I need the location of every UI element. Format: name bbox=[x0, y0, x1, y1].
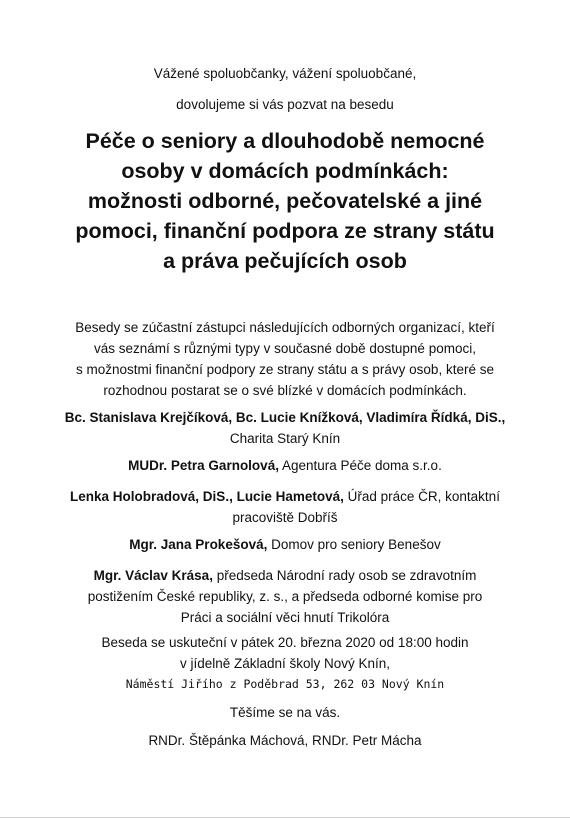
title-line: pomoci, finanční podpora ze strany státu bbox=[75, 219, 495, 243]
speaker-affiliation: Domov pro seniory Benešov bbox=[271, 537, 441, 552]
signature: RNDr. Štěpánka Máchová, RNDr. Petr Mácha bbox=[148, 733, 422, 748]
title-line: a práva pečujících osob bbox=[163, 249, 407, 273]
event-address: Náměstí Jiřího z Poděbrad 53, 262 03 Nový Knín bbox=[125, 677, 445, 691]
speaker-affiliation: postižením České republiky, z. s., a předseda odborné komise pro bbox=[87, 589, 483, 604]
event-details bbox=[20, 632, 550, 674]
speaker-names: Mgr. Václav Krása, bbox=[93, 568, 213, 583]
closing-line: Těšíme se na vás. bbox=[229, 705, 341, 720]
greeting: Vážené spoluobčanky, vážení spoluobčané, bbox=[153, 66, 417, 81]
intro-line: rozhodnou postarat se o své blízké v domácích podmínkách. bbox=[103, 383, 467, 398]
speaker-entry bbox=[40, 565, 530, 628]
speaker-affiliation: pracoviště Dobříš bbox=[232, 510, 338, 525]
speaker-names: Mgr. Jana Prokešová, bbox=[129, 537, 268, 552]
speaker-affiliation: Charita Starý Knín bbox=[229, 431, 341, 446]
speaker-affiliation: Agentura Péče doma s.r.o. bbox=[281, 458, 442, 473]
intro-line: vás seznámí s různými typy v současné době dostupné pomoci, bbox=[94, 341, 476, 356]
event-venue: v jídelně Základní školy Nový Knín, bbox=[179, 656, 391, 671]
event-title bbox=[20, 126, 550, 276]
speaker-affiliation: Úřad práce ČR, kontaktní bbox=[347, 489, 500, 504]
intro-line: s možnostmi finanční podpory ze strany státu a s právy osob, které se bbox=[76, 362, 494, 377]
speaker-names: Bc. Stanislava Krejčíková, Bc. Lucie Knížková, Vladimíra Řídká, DiS., bbox=[64, 410, 506, 425]
speaker-names: MUDr. Petra Garnolová, bbox=[128, 458, 279, 473]
intro-paragraph bbox=[48, 317, 522, 401]
speaker-entry bbox=[40, 486, 530, 528]
speaker-affiliation: předseda Národní rady osob se zdravotním bbox=[216, 568, 477, 583]
title-line: Péče o seniory a dlouhodobě nemocné bbox=[85, 129, 485, 153]
invitation-line: dovolujeme si vás pozvat na besedu bbox=[176, 97, 394, 112]
intro-line: Besedy se zúčastní zástupci následujících odborných organizací, kteří bbox=[75, 320, 495, 335]
speaker-entry bbox=[40, 407, 530, 449]
title-line: možnosti odborné, pečovatelské a jiné bbox=[87, 189, 483, 213]
event-date: Beseda se uskuteční v pátek 20. března 2020 od 18:00 hodin bbox=[101, 635, 469, 650]
speaker-entry bbox=[40, 455, 530, 476]
title-line: osoby v domácích podmínkách: bbox=[121, 159, 449, 183]
speaker-entry bbox=[40, 534, 530, 555]
speaker-affiliation: Práci a sociální věci hnutí Trikolóra bbox=[180, 610, 390, 625]
speaker-names: Lenka Holobradová, DiS., Lucie Hametová, bbox=[70, 489, 344, 504]
